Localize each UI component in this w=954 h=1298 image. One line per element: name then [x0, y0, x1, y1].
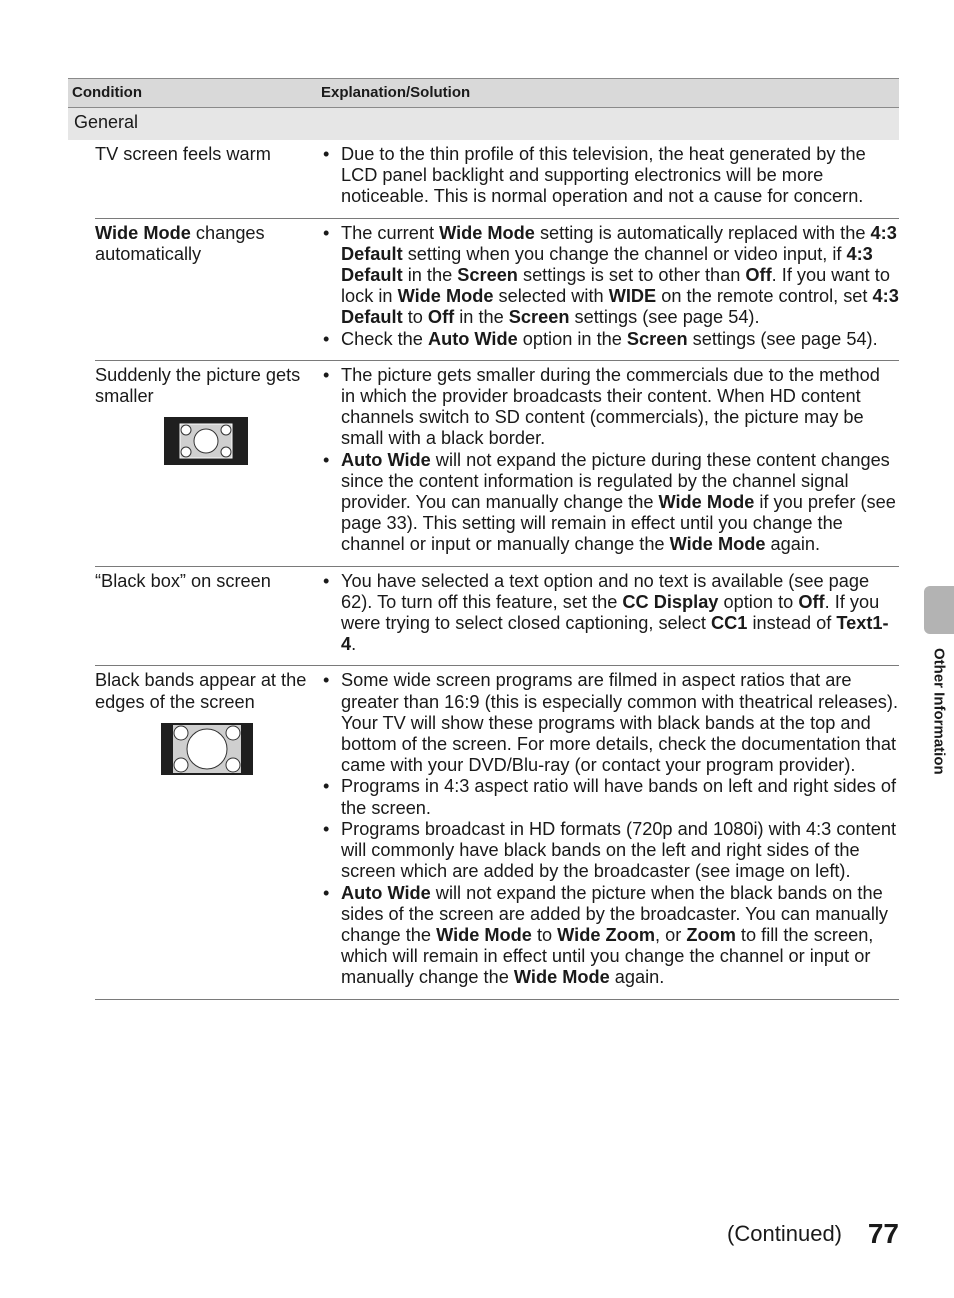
bold-term: Screen	[457, 265, 518, 286]
text-run: You have selected a text option and no text is available (see page 62). To turn off this feature, set the	[341, 570, 870, 612]
bold-term: Auto Wide	[341, 882, 431, 903]
text-run: again.	[609, 967, 665, 988]
text-run: to fill the screen, which will remain in effect until you change the channel or input or manually change the	[341, 924, 874, 988]
bold-term: 4:3 Default	[341, 243, 873, 286]
bullet-item	[322, 450, 899, 556]
table-header	[68, 78, 899, 108]
black-bands-icon	[161, 723, 253, 775]
text-run: to	[531, 924, 558, 945]
text-run: The picture gets smaller during the commercials due to the method in which the provider broadcasts their content. When HD content channels switch to SD content (commercials), the picture may be small with a black border.	[341, 364, 880, 449]
text-run: in the	[454, 307, 509, 328]
bold-term: 4:3 Default	[341, 286, 899, 328]
text-run: settings (see page 54).	[569, 307, 760, 328]
text-run: will not expand the picture when the black bands on the sides of the screen are added by the broadcaster. You can manually change the	[341, 882, 888, 945]
text-run: setting when you change the channel or video input, if	[402, 243, 847, 264]
continued-label: (Continued)	[727, 1221, 842, 1246]
text-run: option in the	[517, 328, 627, 349]
section-heading	[68, 108, 899, 140]
table-row	[95, 666, 899, 999]
bullet-item	[322, 670, 899, 776]
text-run: on the remote control, set	[656, 286, 873, 307]
bullet-item	[322, 365, 899, 450]
table-row	[95, 219, 899, 361]
text-run: . If you want to lock in	[341, 265, 890, 307]
bullet-item	[322, 144, 899, 208]
text-run: option to	[718, 591, 799, 612]
text-run: to	[402, 307, 428, 328]
bold-term: Wide Mode	[513, 967, 610, 988]
bold-term: Wide Mode	[669, 534, 766, 555]
text-run: The current	[341, 222, 440, 243]
text-run: changes automatically	[95, 222, 265, 264]
bullet-item	[322, 571, 899, 656]
explanation-cell	[322, 567, 899, 666]
section-label: General	[74, 112, 139, 132]
condition-text	[95, 365, 322, 407]
text-run: , or	[655, 924, 687, 945]
header-explanation: Explanation/Solution	[321, 84, 471, 101]
text-run: “Black box” on screen	[95, 570, 271, 591]
text-run: . If you were trying to select closed captioning, select	[341, 591, 880, 634]
text-run: settings is set to other than	[517, 265, 746, 286]
bold-term: Wide Mode	[95, 222, 191, 243]
bold-term: Auto Wide	[427, 328, 518, 349]
condition-text	[95, 223, 322, 265]
bold-term: CC1	[711, 613, 748, 634]
explanation-cell	[322, 219, 899, 360]
table-row	[95, 140, 899, 219]
bullet-item	[322, 223, 899, 329]
text-run: Some wide screen programs are filmed in aspect ratios that are greater than 16:9 (this is especially common with theatrical releases). Your TV will show these programs with black bands at the top and bottom of the screen. For more details, check the documentation that came with your DVD/Blu-ray (or contact your program provider).	[341, 670, 898, 776]
bullet-item	[322, 819, 899, 883]
text-run: Check the	[341, 328, 428, 349]
bullet-item	[322, 329, 899, 350]
condition-text	[95, 571, 322, 592]
bold-term: Auto Wide	[341, 449, 431, 470]
bullet-item	[322, 883, 899, 989]
explanation-cell	[322, 361, 899, 566]
bullet-item	[322, 776, 899, 818]
explanation-cell	[322, 666, 899, 998]
condition-cell	[95, 219, 322, 360]
condition-text	[95, 144, 322, 165]
text-run: instead of	[747, 613, 837, 634]
page-number: 77	[867, 1218, 899, 1249]
text-run: Black bands appear at the edges of the screen	[95, 670, 307, 712]
bold-term: Off	[427, 307, 455, 328]
side-tab	[924, 586, 954, 634]
table-row	[95, 567, 899, 667]
bold-term: Off	[745, 265, 772, 286]
text-run: selected with	[493, 286, 609, 307]
header-condition: Condition	[72, 84, 142, 101]
text-run: TV screen feels warm	[95, 144, 271, 164]
bold-term: Wide Mode	[439, 222, 535, 243]
text-run: in the	[402, 265, 458, 286]
bold-term: Off	[798, 591, 825, 612]
bold-term: Screen	[508, 307, 570, 328]
text-run: if you prefer (see page 33). This setting will remain in effect until you change the channel or input or manually change the	[341, 492, 896, 555]
text-run: Suddenly the picture gets smaller	[95, 364, 301, 407]
text-run: Programs broadcast in HD formats (720p and 1080i) with 4:3 content will commonly have black bands on the left and right sides of the screen which are added by the broadcaster (see image on left).	[341, 818, 897, 882]
condition-cell	[95, 666, 322, 998]
text-run: .	[351, 634, 357, 655]
text-run: settings (see page 54).	[687, 328, 878, 349]
bold-term: Screen	[626, 328, 688, 349]
bold-term: Wide Mode	[397, 286, 494, 307]
bold-term: Text1-4	[341, 613, 889, 655]
small-picture-icon	[164, 417, 248, 465]
text-run: Programs in 4:3 aspect ratio will have bands on left and right sides of the screen.	[341, 776, 897, 818]
condition-cell	[95, 361, 322, 566]
text-run: Due to the thin profile of this television, the heat generated by the LCD panel backlight and supporting electronics will be more noticeable. This is normal operation and not a cause for concern.	[341, 144, 866, 207]
bold-term: 4:3 Default	[341, 222, 897, 264]
table-body	[68, 140, 899, 1000]
condition-cell	[95, 567, 322, 666]
bold-term: WIDE	[608, 286, 657, 307]
text-run: again.	[765, 534, 821, 555]
bold-term: Wide Mode	[436, 924, 532, 945]
troubleshooting-table	[68, 78, 899, 1000]
bold-term: Zoom	[686, 924, 736, 945]
side-tab-label: Other Information	[930, 648, 948, 775]
bold-term: Wide Zoom	[557, 924, 656, 945]
condition-text	[95, 670, 322, 712]
bold-term: CC Display	[622, 591, 719, 612]
explanation-cell	[322, 140, 899, 218]
text-run: will not expand the picture during these content changes since the content information is regulated by the channel signal provider. You can manually change the	[341, 449, 890, 513]
bold-term: Wide Mode	[658, 492, 755, 513]
text-run: setting is automatically replaced with the	[534, 222, 871, 243]
table-row	[95, 361, 899, 567]
condition-cell	[95, 140, 322, 218]
